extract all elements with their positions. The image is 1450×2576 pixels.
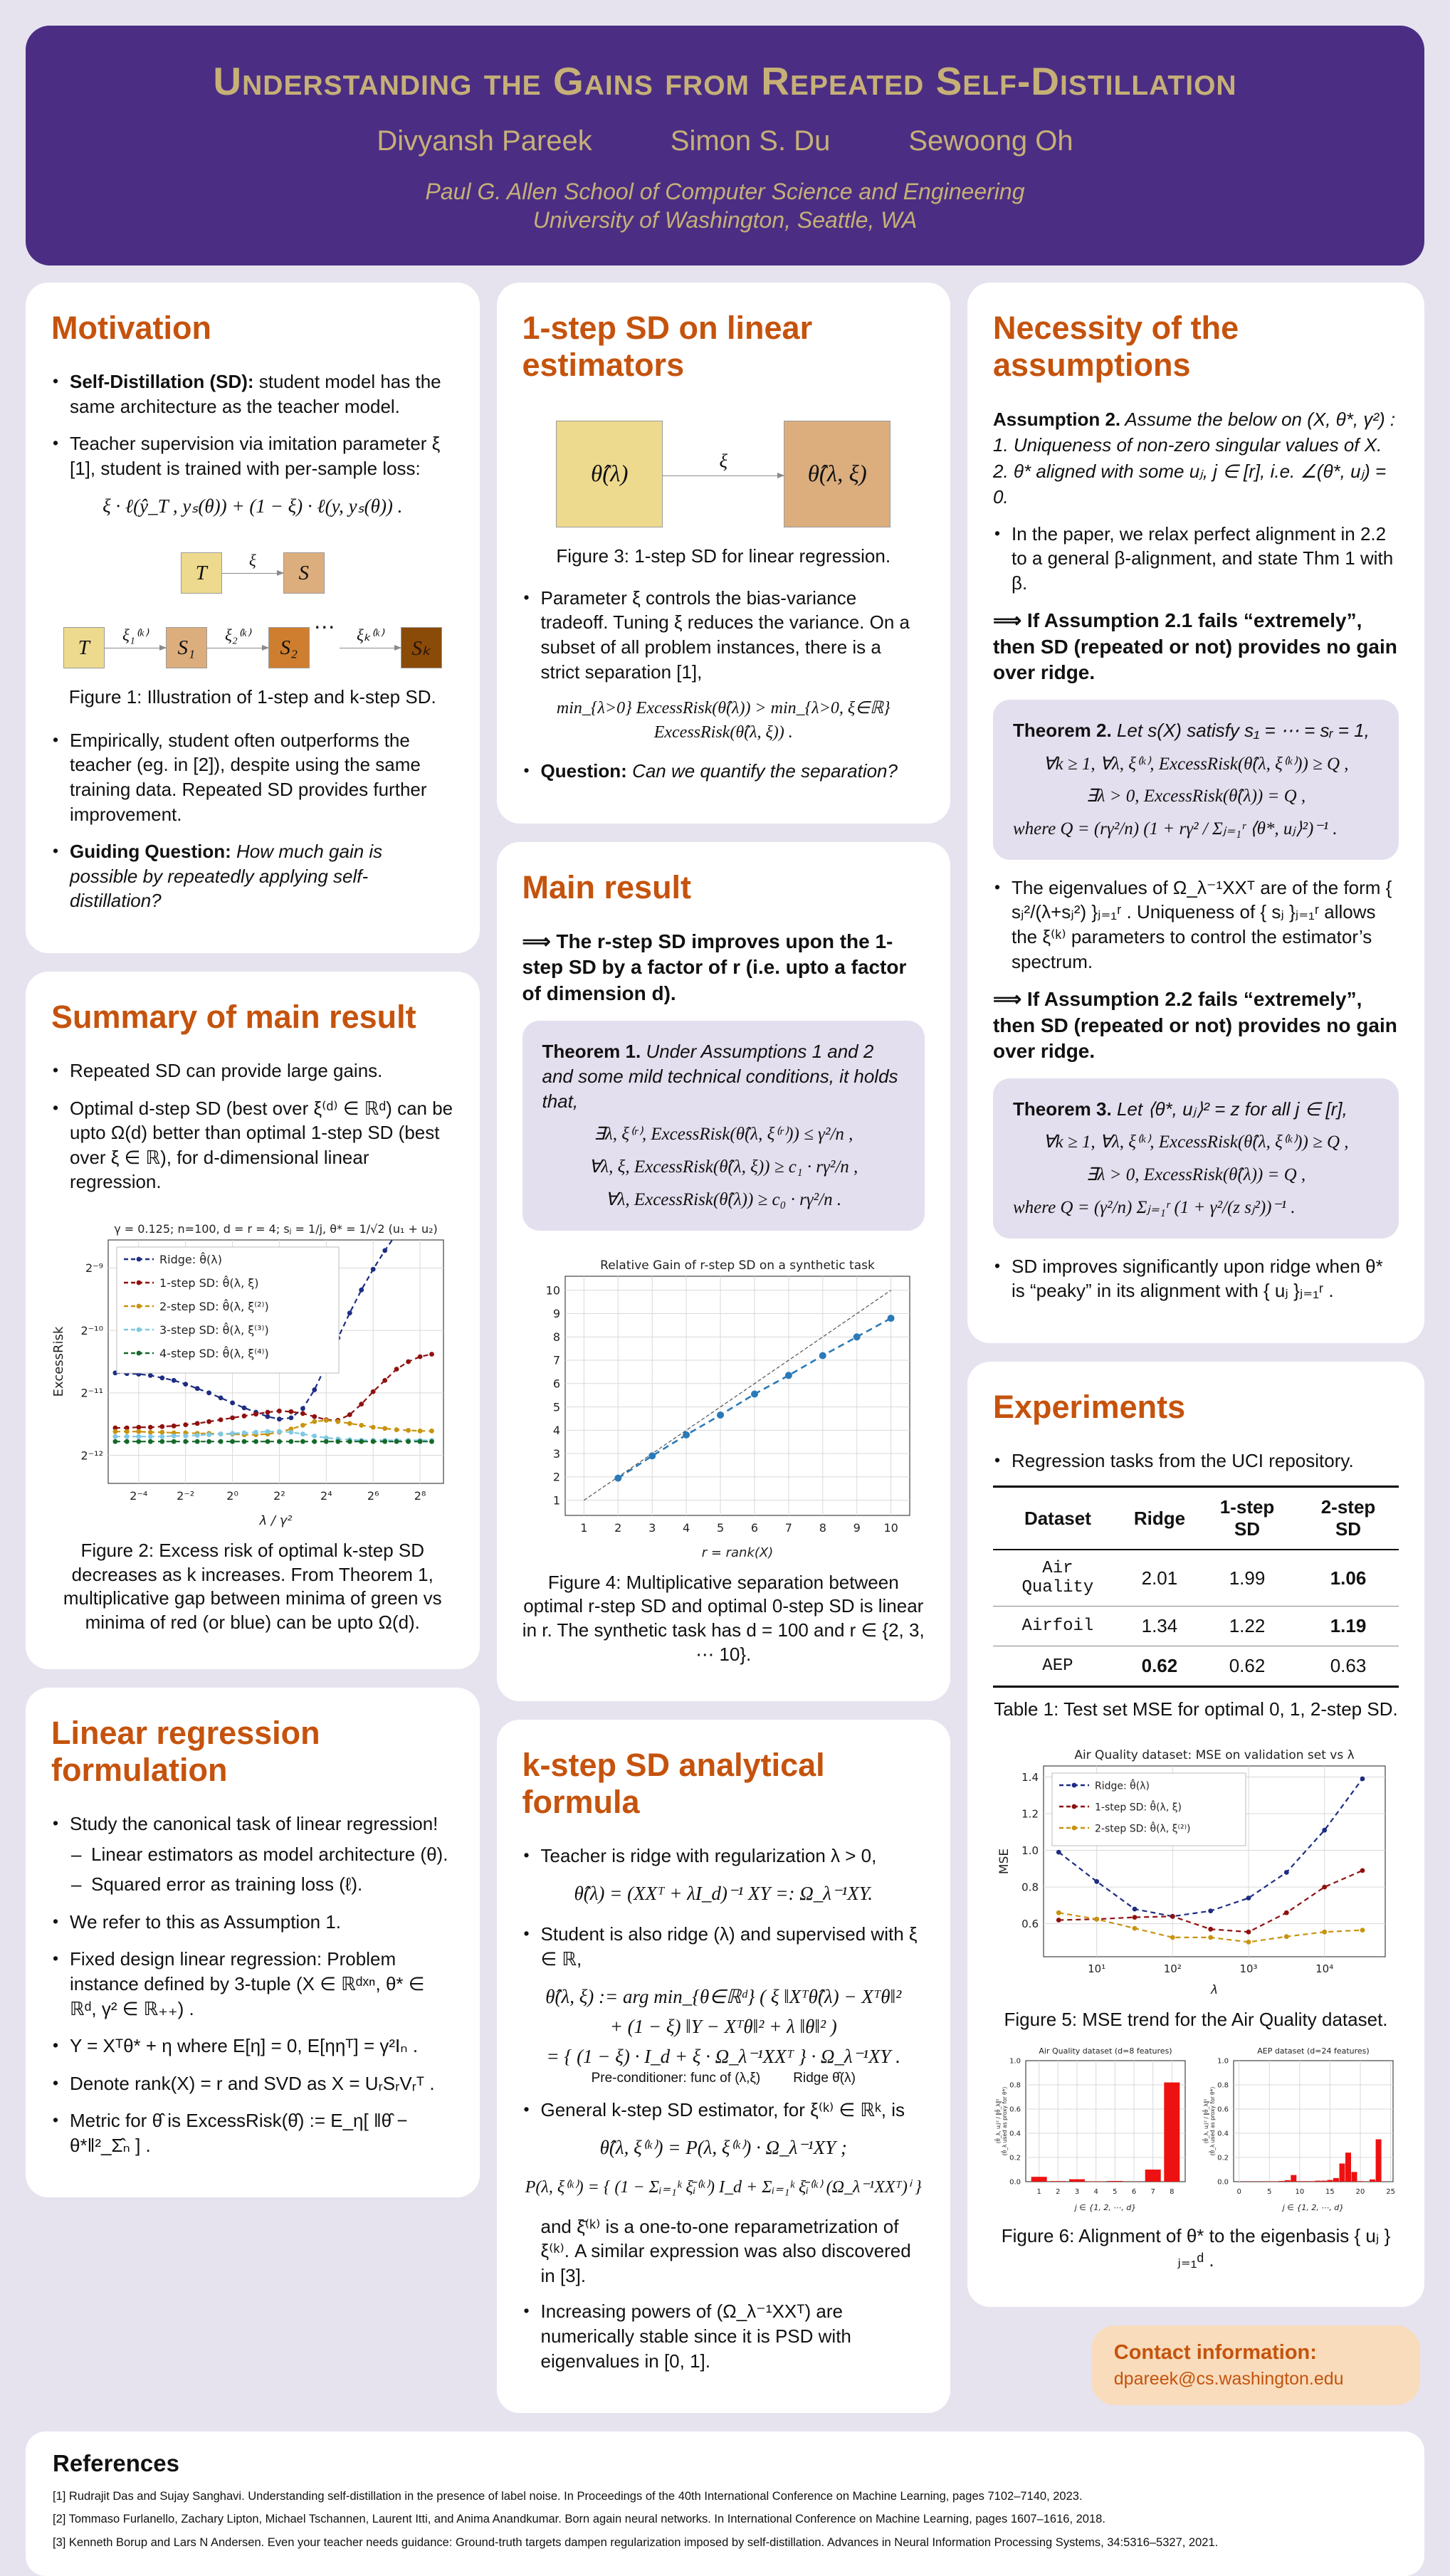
author-list: [47, 125, 1403, 157]
svg-text:Ridge: θ̂(λ): Ridge: θ̂(λ): [1095, 1779, 1150, 1792]
svg-text:0.6: 0.6: [1217, 2106, 1229, 2114]
student-closed-form: = { (1 − ξ) · I_d + ξ · Ω_λ⁻¹XXᵀ } · Ω_λ⁻¹XY .: [522, 2044, 925, 2071]
svg-text:9: 9: [553, 1307, 560, 1320]
theorem-lead: Theorem 1.: [542, 1041, 641, 1062]
col-header-ridge: Ridge: [1123, 1487, 1197, 1550]
svg-text:10: 10: [884, 1521, 898, 1535]
affiliation-line: University of Washington, Seattle, WA: [47, 206, 1403, 234]
theorem-2-line1: ∀k ≥ 1, ∀λ, ξ⁽ᵏ⁾, ExcessRisk(θ̂(λ, ξ⁽ᵏ⁾)) ≥ Q ,: [1013, 752, 1379, 777]
implication-assumption-2-1: ⟹ If Assumption 2.1 fails “extremely”, then SD (repeated or not) provides no gain over ridge.: [993, 608, 1399, 685]
svg-text:2⁻¹²: 2⁻¹²: [81, 1449, 103, 1462]
svg-text:0.2: 0.2: [1009, 2155, 1021, 2162]
svg-text:0.8: 0.8: [1021, 1881, 1039, 1894]
bullet-lead: Guiding Question:: [70, 841, 231, 862]
preconditioner-label: Pre-conditioner: func of (λ,ξ): [592, 2071, 761, 2086]
xi-label: ξ: [719, 451, 727, 473]
figure-5-caption: Figure 5: MSE trend for the Air Quality dataset.: [1004, 2008, 1387, 2032]
bullet-lead: Self-Distillation (SD):: [70, 371, 254, 392]
assumption-lead: Assumption 2.: [993, 409, 1120, 430]
svg-text:1.0: 1.0: [1009, 2058, 1021, 2066]
svg-text:8: 8: [819, 1521, 826, 1535]
table-header-row: [993, 1487, 1399, 1550]
svg-text:9: 9: [853, 1521, 861, 1535]
svg-text:2⁻⁴: 2⁻⁴: [130, 1489, 148, 1503]
bullet-text: Can we quantify the separation?: [627, 760, 898, 782]
bullet-item: [70, 1812, 454, 1897]
col-header-2step: 2-step SD: [1298, 1487, 1399, 1550]
svg-text:2-step SD: θ̂(λ, ξ⁽²⁾): 2-step SD: θ̂(λ, ξ⁽²⁾): [159, 1299, 269, 1313]
xi-label: ξ: [249, 549, 256, 570]
svg-text:2⁴: 2⁴: [320, 1489, 332, 1503]
svg-text:1.2: 1.2: [1021, 1808, 1039, 1821]
svg-text:2: 2: [614, 1521, 621, 1535]
svg-text:10¹: 10¹: [1088, 1962, 1105, 1975]
assumption-2-2: 2. θ* aligned with some uⱼ, j ∈ [r], i.e. ∠(θ*, uⱼ) = 0.: [993, 458, 1399, 510]
column-left: [26, 283, 480, 2197]
xi2-label: ξ₂⁽ᵏ⁾: [225, 624, 251, 645]
svg-text:4-step SD: θ̂(λ, ξ⁽⁴⁾): 4-step SD: θ̂(λ, ξ⁽⁴⁾): [159, 1346, 269, 1360]
references-card: [26, 2432, 1424, 2576]
theorem-1-line2: ∀λ, ξ, ExcessRisk(θ̂(λ, ξ)) ≥ c₁ · rγ²/n ,: [542, 1155, 905, 1179]
svg-text:2-step SD: θ̂(λ, ξ⁽²⁾): 2-step SD: θ̂(λ, ξ⁽²⁾): [1095, 1821, 1191, 1835]
bullet-lead: Question:: [541, 760, 627, 782]
main-implication: ⟹ The r-step SD improves upon the 1-step SD by a factor of r (i.e. upto a factor of dimension d).: [522, 929, 925, 1006]
student-box: S: [283, 552, 325, 594]
poster-columns: [26, 283, 1424, 2413]
figure-3: [522, 406, 925, 569]
student2-box: S₂: [268, 627, 310, 668]
bullet-item: • SD improves significantly upon ridge when θ* is “peaky” in its alignment with { uⱼ }ⱼ₌₁ʳ .: [1012, 1254, 1399, 1303]
one-step-diagram: [181, 549, 325, 594]
bullet-item: • We refer to this as Assumption 1.: [70, 1910, 454, 1935]
figure-5: [993, 1738, 1399, 2032]
svg-text:2⁻¹⁰: 2⁻¹⁰: [81, 1324, 103, 1337]
theorem-1-line1: ∃λ, ξ⁽ʳ⁾, ExcessRisk(θ̂(λ, ξ⁽ʳ⁾)) ≤ γ²/n ,: [542, 1123, 905, 1147]
section-title-experiments: Experiments: [993, 1389, 1399, 1426]
card-linear-regression: [26, 1688, 480, 2197]
col-header-1step: 1-step SD: [1197, 1487, 1298, 1550]
figure-4-caption: Figure 4: Multiplicative separation between optimal r-step SD and optimal 0-step SD is linear in r. The synthetic task has d = 100 and r ∈ {2, 3, ⋯ 10}.: [522, 1571, 925, 1667]
svg-text:0.0: 0.0: [1217, 2179, 1229, 2187]
theorem-lead: Theorem 2.: [1013, 720, 1112, 741]
theorem-text: Let s(X) satisfy s₁ = ⋯ = sᵣ = 1,: [1112, 720, 1370, 741]
svg-text:j ∈ {1, 2, ⋯, d}: j ∈ {1, 2, ⋯, d}: [1281, 2203, 1345, 2212]
svg-text:0.8: 0.8: [1217, 2082, 1229, 2090]
one-step-linear-diagram: [556, 421, 891, 527]
theorem-text: Let ⟨θ*, uⱼ⟩² = z for all j ∈ [r],: [1112, 1098, 1347, 1120]
svg-text:1: 1: [1036, 2188, 1041, 2196]
aep-alignment-chart: [1201, 2042, 1399, 2214]
ridge-estimator-box: θ̂(λ): [556, 421, 663, 527]
svg-text:7: 7: [1150, 2188, 1155, 2196]
xi1-label: ξ₁⁽ᵏ⁾: [122, 624, 148, 645]
svg-text:0.6: 0.6: [1021, 1918, 1039, 1930]
svg-text:1.4: 1.4: [1021, 1771, 1039, 1784]
distill-arrow: [663, 421, 784, 527]
svg-text:3-step SD: θ̂(λ, ξ⁽³⁾): 3-step SD: θ̂(λ, ξ⁽³⁾): [159, 1323, 269, 1337]
affiliation-line: Paul G. Allen School of Computer Science and Engineering: [47, 177, 1403, 206]
theorem-3-box: [993, 1078, 1399, 1238]
svg-text:AEP dataset (d=24 features): AEP dataset (d=24 features): [1257, 2046, 1369, 2056]
svg-text:5: 5: [553, 1400, 560, 1414]
svg-text:2⁶: 2⁶: [367, 1489, 379, 1503]
student-estimator-box: θ̂(λ, ξ): [784, 421, 891, 527]
svg-text:MSE: MSE: [997, 1849, 1012, 1874]
svg-text:⟨θ̂_λ, uⱼ⟩² / ‖θ̂_λ‖²: ⟨θ̂_λ, uⱼ⟩² / ‖θ̂_λ‖²: [1203, 2098, 1209, 2143]
svg-text:20: 20: [1356, 2188, 1365, 2196]
theorem-3-line2: ∃λ > 0, ExcessRisk(θ̂(λ)) = Q ,: [1013, 1163, 1379, 1187]
cell-2step: 1.19: [1298, 1607, 1399, 1646]
figure-2-caption: Figure 2: Excess risk of optimal k-step SD decreases as k increases. From Theorem 1, multiplicative gap between minima of green vs minima of red (or blue) can be upto Ω(d).: [51, 1539, 454, 1635]
teacher-box: T: [63, 627, 105, 668]
student1-box: S₁: [166, 627, 207, 668]
teacher-box: T: [181, 552, 222, 594]
bullet-item: • Metric for θ̂ is ExcessRisk(θ̂) := E_η[ ‖θ̂ − θ*‖²_Σ̂ₙ ] .: [70, 2108, 454, 2157]
author: Sewoong Oh: [908, 125, 1073, 157]
assumption-text: Assume the below on (X, θ*, γ²) :: [1120, 409, 1395, 430]
svg-text:10⁴: 10⁴: [1315, 1962, 1333, 1975]
section-title-necessity: Necessity of the assumptions: [993, 310, 1399, 384]
cell-1step: 1.22: [1197, 1607, 1298, 1646]
card-one-step-sd: [497, 283, 951, 824]
student-objective-formula-cont: + (1 − ξ) ‖Y − Xᵀθ‖² + λ ‖θ‖² ): [522, 2014, 925, 2041]
svg-text:6: 6: [751, 1521, 758, 1535]
author: Divyansh Pareek: [377, 125, 592, 157]
studentk-box: Sₖ: [401, 627, 442, 668]
alignment-charts: [993, 2042, 1399, 2214]
figure-4: [522, 1246, 925, 1667]
cell-1step: 0.62: [1197, 1646, 1298, 1687]
col-header-dataset: Dataset: [993, 1487, 1123, 1550]
assumption-2: [993, 406, 1399, 432]
arrow-shaft: [222, 573, 283, 574]
bullet-item: • Optimal d-step SD (best over ξ⁽ᵈ⁾ ∈ ℝᵈ) can be upto Ω(d) better than optimal 1-step SD (best over ξ ∈ ℝ), for d-dimensional linear regression.: [70, 1096, 454, 1194]
theorem-2-box: [993, 700, 1399, 859]
contact-label: Contact information:: [1114, 2341, 1397, 2365]
reference-item: [1] Rudrajit Das and Sujay Sanghavi. Understanding self-distillation in the presence of label noise. In Proceedings of the 40th International Conference on Machine Learning, pages 7102–7140, 2023.: [53, 2488, 1397, 2504]
xik-label: ξₖ⁽ᵏ⁾: [357, 624, 383, 645]
bullet-item: • Fixed design linear regression: Problem instance defined by 3-tuple (X ∈ ℝᵈˣⁿ, θ* ∈ ℝᵈ, γ² ∈ ℝ₊₊) .: [70, 1947, 454, 2021]
references-title: References: [53, 2450, 1397, 2477]
card-main-result: [497, 842, 951, 1701]
sub-bullet-item: – Linear estimators as model architecture (θ).: [91, 1842, 454, 1867]
distill-arrow: [105, 615, 166, 668]
svg-text:5: 5: [1113, 2188, 1117, 2196]
distill-arrow: [340, 615, 401, 668]
svg-text:10²: 10²: [1164, 1962, 1182, 1975]
svg-text:10: 10: [1295, 2188, 1304, 2196]
table-row: [993, 1550, 1399, 1607]
svg-text:(θ̂_λ used as proxy for θ*): (θ̂_λ used as proxy for θ*): [1002, 2087, 1008, 2156]
bullet-item: • Regression tasks from the UCI repository.: [1012, 1449, 1399, 1473]
svg-text:3: 3: [553, 1446, 560, 1460]
svg-text:0: 0: [1236, 2188, 1241, 2196]
svg-text:4: 4: [1093, 2188, 1098, 2196]
svg-text:(θ̂_λ used as proxy for θ*): (θ̂_λ used as proxy for θ*): [1209, 2087, 1216, 2156]
bullet-item: • In the paper, we relax perfect alignment in 2.2 to a general β-alignment, and state Thm 1 with β.: [1012, 522, 1399, 596]
svg-text:j ∈ {1, 2, ⋯, d}: j ∈ {1, 2, ⋯, d}: [1073, 2203, 1137, 2212]
bullet-item: • Increasing powers of (Ω_λ⁻¹XXᵀ) are numerically stable since it is PSD with eigenvalues in [0, 1].: [541, 2299, 925, 2373]
k-step-estimator-formula: θ̂(λ, ξ⁽ᵏ⁾) = P(λ, ξ⁽ᵏ⁾) · Ω_λ⁻¹XY ;: [522, 2135, 925, 2162]
svg-text:0.8: 0.8: [1009, 2082, 1021, 2090]
assumption-2-1: 1. Uniqueness of non-zero singular values of X.: [993, 432, 1399, 458]
theorem-text: Under Assumptions 1 and 2 and some mild technical conditions, it holds that,: [542, 1041, 898, 1112]
svg-text:1-step SD: θ̂(λ, ξ): 1-step SD: θ̂(λ, ξ): [159, 1276, 258, 1290]
svg-text:3: 3: [1075, 2188, 1079, 2196]
bullet-item: • Empirically, student often outperforms the teacher (eg. in [2]), despite using the same training data. Repeated SD provides further improvement.: [70, 728, 454, 826]
svg-text:4: 4: [553, 1424, 560, 1437]
svg-text:2: 2: [553, 1470, 560, 1483]
bullet-text: Study the canonical task of linear regression!: [70, 1813, 438, 1834]
svg-text:0.4: 0.4: [1009, 2130, 1021, 2138]
svg-text:2⁻¹¹: 2⁻¹¹: [81, 1386, 103, 1399]
figure-6-caption: Figure 6: Alignment of θ* to the eigenbasis { uⱼ }ⱼ₌₁ᵈ .: [993, 2224, 1399, 2273]
figure-1: [51, 535, 454, 710]
svg-text:Air Quality dataset: MSE on va: Air Quality dataset: MSE on validation set vs λ: [1074, 1748, 1354, 1762]
svg-text:8: 8: [1170, 2188, 1174, 2196]
svg-text:7: 7: [553, 1353, 560, 1367]
svg-text:2: 2: [1056, 2188, 1060, 2196]
contact-email-link[interactable]: dpareek@cs.washington.edu: [1114, 2369, 1344, 2390]
svg-text:1-step SD: θ̂(λ, ξ): 1-step SD: θ̂(λ, ξ): [1095, 1800, 1182, 1814]
poster-title: Understanding the Gains from Repeated Self-Distillation: [47, 58, 1403, 104]
svg-text:7: 7: [785, 1521, 792, 1535]
bullet-item: • Teacher supervision via imitation parameter ξ [1], student is trained with per-sample loss:: [70, 431, 454, 480]
column-middle: [497, 283, 951, 2413]
svg-text:2⁻⁹: 2⁻⁹: [85, 1261, 103, 1275]
svg-text:γ = 0.125; n=100, d = r = 4;: γ = 0.125; n=100, d = r = 4; sⱼ = 1/j, θ* = 1/√2 (u₁ + u₂): [114, 1222, 438, 1236]
svg-text:0.4: 0.4: [1217, 2130, 1229, 2138]
svg-text:λ / γ²: λ / γ²: [259, 1513, 293, 1528]
cell-ridge: 2.01: [1123, 1550, 1197, 1607]
author: Simon S. Du: [671, 125, 831, 157]
ellipsis: ⋯: [314, 615, 335, 640]
section-title-summary: Summary of main result: [51, 999, 454, 1036]
relative-gain-chart: [524, 1246, 923, 1561]
arrow-shaft: [663, 475, 784, 476]
excess-risk-chart: [51, 1207, 453, 1529]
reparam-note: and ξ̄⁽ᵏ⁾ is a one-to-one reparametrization of ξ⁽ᵏ⁾. A similar expression was also discovered in [3].: [541, 2214, 925, 2288]
distill-arrow: [222, 549, 283, 594]
bullet-item: • Denote rank(X) = r and SVD as X = UᵣSᵣVᵣᵀ .: [70, 2071, 454, 2096]
table-row: [993, 1607, 1399, 1646]
svg-text:6: 6: [553, 1377, 560, 1390]
separation-formula: min_{λ>0} ExcessRisk(θ̂(λ)) > min_{λ>0, ξ∈ℝ} ExcessRisk(θ̂(λ, ξ)) .: [522, 697, 925, 745]
cell-dataset: AEP: [993, 1646, 1123, 1687]
bullet-item: • Repeated SD can provide large gains.: [70, 1058, 454, 1083]
cell-dataset: Airfoil: [993, 1607, 1123, 1646]
svg-text:0.0: 0.0: [1009, 2179, 1021, 2187]
section-title-k-step: k-step SD analytical formula: [522, 1747, 925, 1821]
bullet-item: • General k-step SD estimator, for ξ⁽ᵏ⁾ ∈ ℝᵏ, is: [541, 2098, 925, 2123]
svg-text:1: 1: [581, 1521, 588, 1535]
section-title-one-step: 1-step SD on linear estimators: [522, 310, 925, 384]
bullet-item: • Student is also ridge (λ) and supervised with ξ ∈ ℝ,: [541, 1922, 925, 1971]
svg-text:10³: 10³: [1239, 1962, 1257, 1975]
svg-text:10: 10: [546, 1283, 560, 1297]
theorem-3-line3: where Q = (γ²/n) Σⱼ₌₁ʳ (1 + γ²/(z sⱼ²))⁻¹ .: [1013, 1196, 1379, 1220]
reference-item: [3] Kenneth Borup and Lars N Andersen. Even your teacher needs guidance: Ground-truth targets dampen regularization imposed by self-distillation. Advances in Neural Information Processing Systems, 34:5316–5327, 2021.: [53, 2535, 1397, 2550]
table-row: [993, 1646, 1399, 1687]
svg-text:8: 8: [553, 1330, 560, 1344]
card-necessity: [967, 283, 1424, 1343]
preconditioner-formula: P(λ, ξ⁽ᵏ⁾) = { (1 − Σᵢ₌₁ᵏ ξ̄ᵢ⁽ᵏ⁾) I_d + Σᵢ₌₁ᵏ ξ̄ᵢ⁽ᵏ⁾ (Ω_λ⁻¹XXᵀ)ⁱ }: [522, 2176, 925, 2200]
contact-box: [1091, 2325, 1420, 2405]
theorem-2-line2: ∃λ > 0, ExcessRisk(θ̂(λ)) = Q ,: [1013, 784, 1379, 809]
mse-table: [993, 1486, 1399, 1688]
sub-bullet-item: – Squared error as training loss (ℓ).: [91, 1872, 454, 1897]
student-objective-formula: θ̂(λ, ξ) := arg min_{θ∈ℝᵈ} ( ξ ‖Xᵀθ̂(λ) − Xᵀθ‖²: [522, 1984, 925, 2011]
theorem-3-line1: ∀k ≥ 1, ∀λ, ξ⁽ᵏ⁾, ExcessRisk(θ̂(λ, ξ⁽ᵏ⁾)) ≥ Q ,: [1013, 1130, 1379, 1155]
svg-text:1.0: 1.0: [1021, 1844, 1039, 1857]
cell-ridge: 0.62: [1123, 1646, 1197, 1687]
svg-text:5: 5: [1267, 2188, 1271, 2196]
svg-text:2⁻²: 2⁻²: [177, 1489, 194, 1503]
theorem-1-line3: ∀λ, ExcessRisk(θ̂(λ)) ≥ c₀ · rγ²/n .: [542, 1188, 905, 1212]
figure-3-caption: Figure 3: 1-step SD for linear regression.: [556, 545, 891, 569]
svg-text:Ridge: θ̂(λ): Ridge: θ̂(λ): [159, 1252, 222, 1266]
card-motivation: [26, 283, 480, 953]
bullet-item: • Parameter ξ controls the bias-variance tradeoff. Tuning ξ reduces the variance. On a subset of all problem instances, there is a strict separation [1],: [541, 586, 925, 684]
implication-assumption-2-2: ⟹ If Assumption 2.2 fails “extremely”, then SD (repeated or not) provides no gain over ridge.: [993, 987, 1399, 1064]
column-right: [967, 283, 1424, 2405]
cell-2step: 1.06: [1298, 1550, 1399, 1607]
figure-2: [51, 1207, 454, 1635]
bullet-item: [541, 759, 925, 784]
bullet-item: [70, 369, 454, 419]
cell-dataset: Air Quality: [993, 1550, 1123, 1607]
bullet-item: • Y = Xᵀθ* + η where E[η] = 0, E[ηηᵀ] = γ²Iₙ .: [70, 2034, 454, 2059]
mse-trend-chart: [997, 1738, 1395, 1998]
svg-text:1.0: 1.0: [1217, 2058, 1229, 2066]
theorem-lead: Theorem 3.: [1013, 1098, 1112, 1120]
card-k-step-formula: [497, 1720, 951, 2413]
svg-text:0.2: 0.2: [1217, 2155, 1229, 2162]
svg-text:4: 4: [683, 1521, 690, 1535]
svg-text:Relative Gain of r-step SD on: Relative Gain of r-step SD on a synthetic task: [600, 1258, 875, 1273]
svg-text:25: 25: [1386, 2188, 1395, 2196]
svg-text:5: 5: [717, 1521, 724, 1535]
ridge-formula: θ̂(λ) = (XXᵀ + λI_d)⁻¹ XY =: Ω_λ⁻¹XY.: [522, 1881, 925, 1908]
affiliation: [47, 177, 1403, 234]
figure-1-caption: Figure 1: Illustration of 1-step and k-step SD.: [69, 685, 436, 710]
cell-2step: 0.63: [1298, 1646, 1399, 1687]
svg-text:2²: 2²: [273, 1489, 285, 1503]
poster-header: [26, 26, 1424, 266]
svg-text:3: 3: [648, 1521, 656, 1535]
per-sample-loss-formula: ξ · ℓ(ŷ_T , yₛ(θ)) + (1 − ξ) · ℓ(y, yₛ(θ)) .: [51, 493, 454, 520]
bullet-item: [70, 839, 454, 913]
k-step-diagram: [63, 615, 442, 668]
underbrace-labels: [522, 2071, 925, 2086]
theorem-1-box: [522, 1021, 925, 1231]
section-title-linreg: Linear regression formulation: [51, 1715, 454, 1789]
svg-text:1: 1: [553, 1493, 560, 1507]
svg-text:r = rank(X): r = rank(X): [702, 1545, 774, 1560]
svg-text:15: 15: [1325, 2188, 1335, 2196]
air-quality-alignment-chart: [993, 2042, 1191, 2214]
svg-text:Air Quality dataset (d=8 featu: Air Quality dataset (d=8 features): [1039, 2046, 1172, 2056]
table-1-caption: Table 1: Test set MSE for optimal 0, 1, 2-step SD.: [993, 1698, 1399, 1722]
bullet-item: • Teacher is ridge with regularization λ > 0,: [541, 1844, 925, 1868]
figure-6: [993, 2042, 1399, 2273]
card-experiments: [967, 1362, 1424, 2307]
reference-item: [2] Tommaso Furlanello, Zachary Lipton, Michael Tschannen, Laurent Itti, and Anima Anandkumar. Born again neural networks. In International Conference on Machine Learning, pages 1607–1616, 2018.: [53, 2511, 1397, 2527]
bullet-text: student model has the same architecture as the teacher model.: [70, 371, 441, 417]
bullet-item: • The eigenvalues of Ω_λ⁻¹XXᵀ are of the form { sⱼ²/(λ+sⱼ²) }ⱼ₌₁ʳ . Uniqueness of { sⱼ }ⱼ₌₁ʳ allows the ξ⁽ᵏ⁾ parameters to control the estimator’s spectrum.: [1012, 876, 1399, 974]
svg-text:0.6: 0.6: [1009, 2106, 1021, 2114]
svg-text:2⁸: 2⁸: [414, 1489, 426, 1503]
section-title-main-result: Main result: [522, 869, 925, 906]
cell-1step: 1.99: [1197, 1550, 1298, 1607]
theorem-2-line3: where Q = (rγ²/n) (1 + rγ² / Σⱼ₌₁ʳ ⟨θ*, uⱼ⟩²)⁻¹ .: [1013, 817, 1379, 841]
svg-text:λ: λ: [1210, 1983, 1218, 1997]
svg-text:ExcessRisk: ExcessRisk: [51, 1326, 66, 1397]
distill-arrow: [207, 615, 268, 668]
bullet-text: How much gain is possible by repeatedly applying self-distillation?: [70, 841, 382, 911]
svg-text:⟨θ̂_λ, uⱼ⟩² / ‖θ̂_λ‖²: ⟨θ̂_λ, uⱼ⟩² / ‖θ̂_λ‖²: [995, 2098, 1002, 2143]
svg-text:6: 6: [1132, 2188, 1136, 2196]
ridge-label: Ridge θ̂(λ): [793, 2071, 856, 2086]
section-title-motivation: Motivation: [51, 310, 454, 347]
svg-text:2⁰: 2⁰: [227, 1489, 239, 1503]
card-summary: [26, 972, 480, 1669]
cell-ridge: 1.34: [1123, 1607, 1197, 1646]
